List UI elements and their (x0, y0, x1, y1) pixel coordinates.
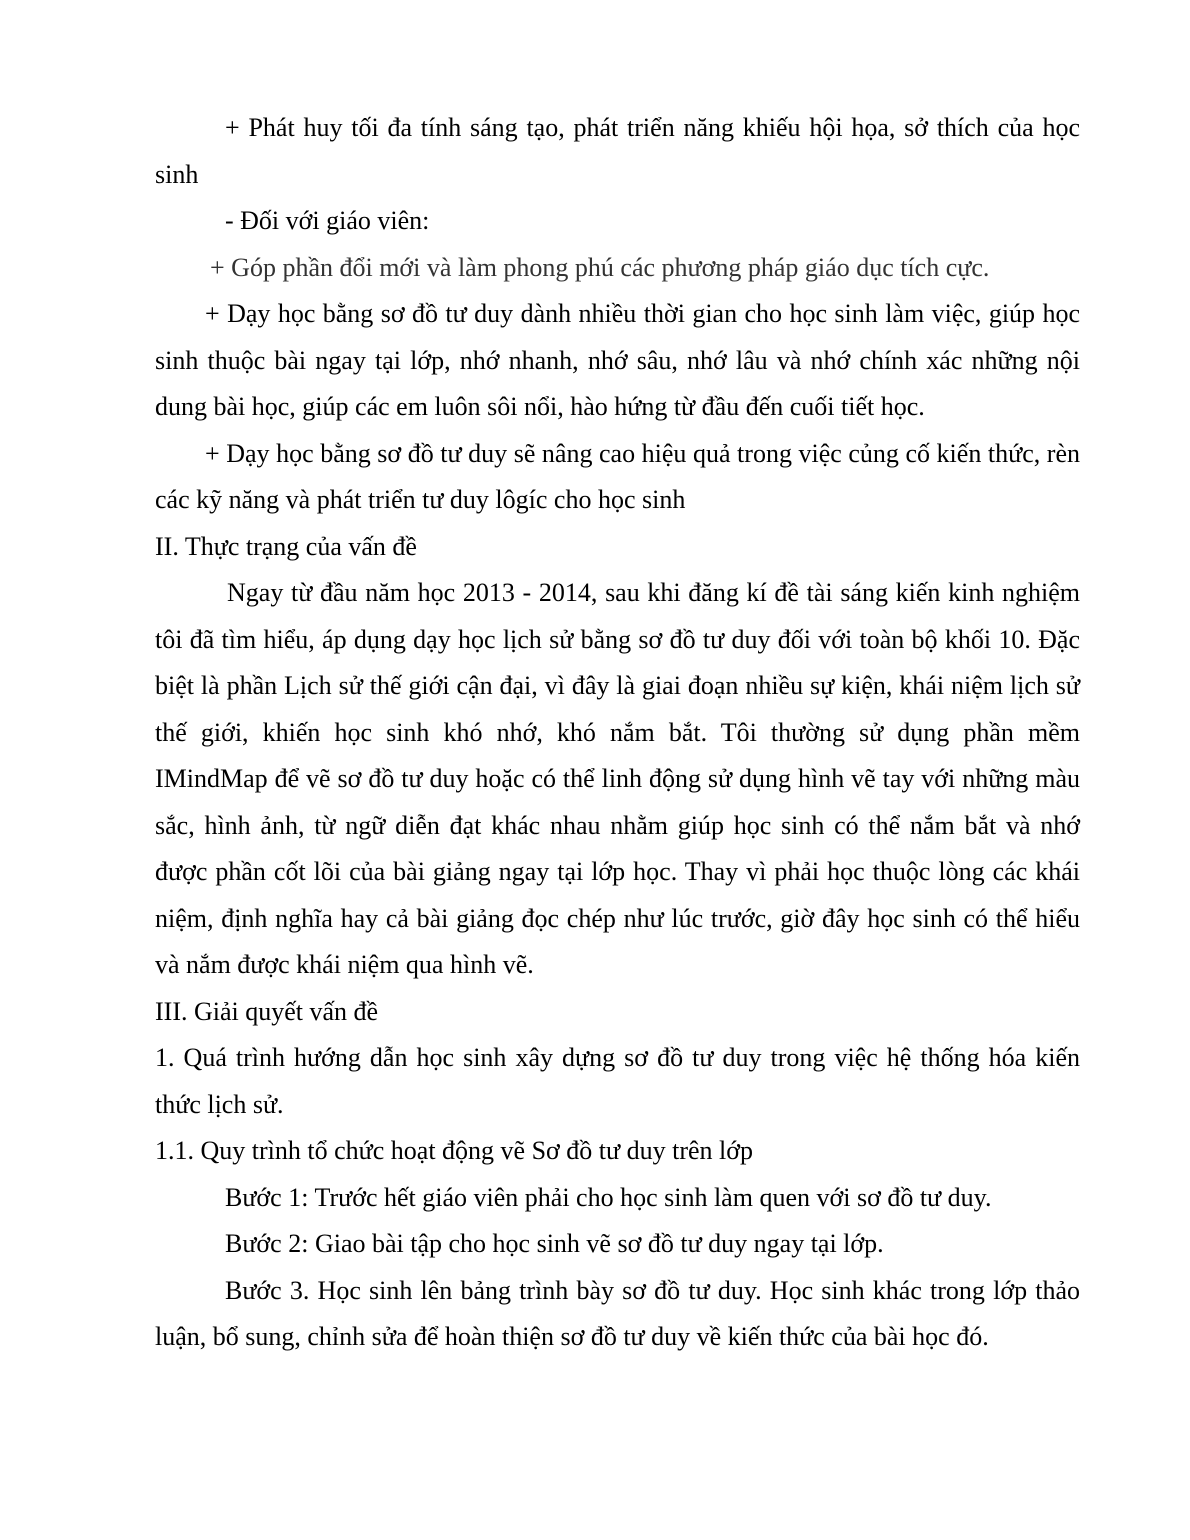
step-1: Bước 1: Trước hết giáo viên phải cho học sinh làm quen với sơ đồ tư duy. (225, 1182, 992, 1212)
section-heading-iii: III. Giải quyết vấn đề (155, 996, 379, 1026)
document-page (155, 105, 1080, 1361)
subsection-heading-1: 1. Quá trình hướng dẫn học sinh xây dựng sơ đồ tư duy trong việc hệ thống hóa kiến thức lịch sử. (155, 1043, 1080, 1119)
bullet-innovation: + Góp phần đổi mới và làm phong phú các phương pháp giáo dục tích cực. (210, 252, 990, 282)
teacher-heading: - Đối với giáo viên: (225, 206, 430, 235)
bullet-mindmap-efficiency: + Dạy học bằng sơ đồ tư duy sẽ nâng cao hiệu quả trong việc củng cố kiến thức, rèn các kỹ năng và phát triển tư duy lôgíc cho học sinh (155, 438, 1080, 514)
bullet-creativity: + Phát huy tối đa tính sáng tạo, phát triển năng khiếu hội họa, sở thích của học sinh (155, 113, 1080, 189)
subsection-heading-1-1: 1.1. Quy trình tổ chức hoạt động vẽ Sơ đồ tư duy trên lớp (155, 1136, 753, 1165)
bullet-mindmap-time: + Dạy học bằng sơ đồ tư duy dành nhiều thời gian cho học sinh làm việc, giúp học sinh thuộc bài ngay tại lớp, nhớ nhanh, nhớ sâu, nhớ lâu và nhớ chính xác những nội dung bài học, giúp các em luôn sôi nổi, hào hứng từ đầu đến cuối tiết học. (155, 299, 1080, 421)
step-2: Bước 2: Giao bài tập cho học sinh vẽ sơ đồ tư duy ngay tại lớp. (225, 1229, 884, 1258)
step-3: Bước 3. Học sinh lên bảng trình bày sơ đồ tư duy. Học sinh khác trong lớp thảo luận, bổ sung, chỉnh sửa để hoàn thiện sơ đồ tư duy về kiến thức của bài học đó. (155, 1275, 1080, 1351)
section-heading-ii: II. Thực trạng của vấn đề (155, 531, 417, 561)
paragraph-current-state: Ngay từ đầu năm học 2013 - 2014, sau khi đăng kí đề tài sáng kiến kinh nghiệm tôi đã tìm hiểu, áp dụng dạy học lịch sử bằng sơ đồ tư duy đối với toàn bộ khối 10. Đặc biệt là phần Lịch sử thế giới cận đại, vì đây là giai đoạn nhiều sự kiện, khái niệm lịch sử thế giới, khiến học sinh khó nhớ, khó nắm bắt. Tôi thường sử dụng phần mềm IMindMap để vẽ sơ đồ tư duy hoặc có thể linh động sử dụng hình vẽ tay với những màu sắc, hình ảnh, từ ngữ diễn đạt khác nhau nhằm giúp học sinh có thể nắm bắt và nhớ được phần cốt lõi của bài giảng ngay tại lớp học. Thay vì phải học thuộc lòng các khái niệm, định nghĩa hay cả bài giảng đọc chép như lúc trước, giờ đây học sinh có thể hiểu và nắm được khái niệm qua hình vẽ. (155, 578, 1080, 979)
